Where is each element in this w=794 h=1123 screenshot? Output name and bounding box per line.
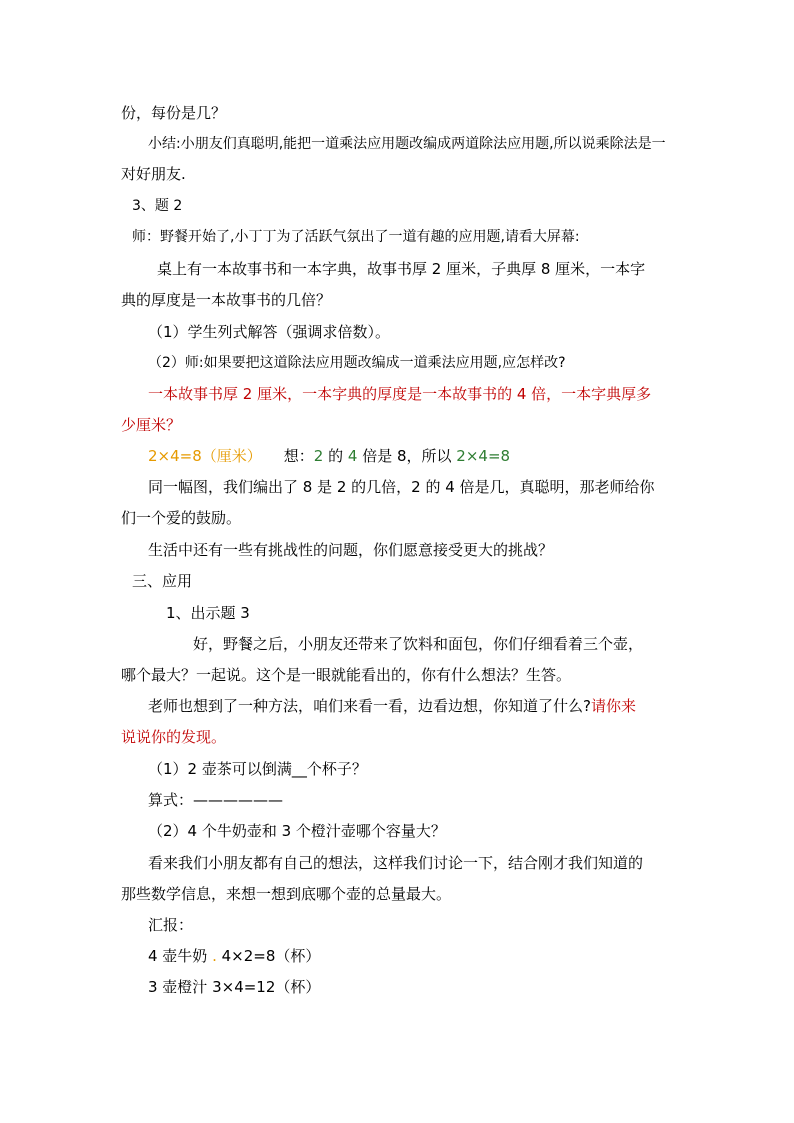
equation-line xyxy=(148,446,510,466)
equation-text: 倍是 8，所以 xyxy=(357,447,457,465)
equation-answer: 2×4=8（厘米） xyxy=(148,447,262,465)
text-line: 哪个最大？一起说。这个是一眼就能看出的，你有什么想法？生答。 xyxy=(121,666,572,684)
report-dot: . xyxy=(212,947,217,965)
text-line: 看来我们小朋友都有自己的想法，这样我们讨论一下，结合刚才我们知道的 xyxy=(148,854,644,872)
section-heading: 三、应用 xyxy=(132,572,193,590)
subsection-heading: 1、出示题 3 xyxy=(166,604,250,622)
report-line: 3 壶橙汁 3×4=12（杯） xyxy=(148,978,321,996)
text-line: 师：野餐开始了,小丁丁为了活跃气氛出了一道有趣的应用题,请看大屏幕: xyxy=(132,229,580,245)
text-line: 们一个爱的鼓励。 xyxy=(121,509,242,527)
rewritten-problem-line: 少厘米？ xyxy=(121,416,182,434)
text-line: 生活中还有一些有挑战性的问题，你们愿意接受更大的挑战？ xyxy=(148,541,554,559)
text-line: （1）学生列式解答（强调求倍数）。 xyxy=(148,323,391,341)
equation-think: 想： xyxy=(283,447,314,465)
text-line: 好，野餐之后，小朋友还带来了饮料和面包，你们仔细看着三个壶， xyxy=(193,635,644,653)
text-line-highlight: 说说你的发现。 xyxy=(121,728,227,746)
report-equation: 4×2=8（杯） xyxy=(216,947,321,965)
text-line: 份，每份是几？ xyxy=(121,104,227,122)
rewritten-problem-line: 一本故事书厚 2 厘米，一本字典的厚度是一本故事书的 4 倍，一本字典厚多 xyxy=(148,385,652,403)
summary-line: 小结:小朋友们真聪明,能把一道乘法应用题改编成两道除法应用题,所以说乘除法是一 xyxy=(148,136,666,152)
text-line: （2）师:如果要把这道除法应用题改编成一道乘法应用题,应怎样改? xyxy=(148,355,566,371)
question-line: （1）2 壶茶可以倒满__个杯子？ xyxy=(148,760,367,778)
text-segment: 老师也想到了一种方法，咱们来看一看，边看边想，你知道了什么? xyxy=(148,697,591,715)
problem-line: 典的厚度是一本故事书的几倍？ xyxy=(121,291,332,309)
text-segment-highlight: 请你来 xyxy=(590,697,636,715)
equation-number: 4 xyxy=(347,447,358,465)
problem-line: 桌上有一本故事书和一本字典，故事书厚 2 厘米，子典厚 8 厘米，一本字 xyxy=(157,260,646,278)
equation-text: 的 xyxy=(323,447,348,465)
report-line xyxy=(148,946,320,966)
text-line: 那些数学信息，来想一想到底哪个壶的总量最大。 xyxy=(121,885,452,903)
equation-expression: 2×4=8 xyxy=(456,447,511,465)
equation-number: 2 xyxy=(313,447,324,465)
text-line: 同一幅图，我们编出了 8 是 2 的几倍，2 的 4 倍是几，真聪明，那老师给你 xyxy=(148,478,655,496)
question-line: （2）4 个牛奶壶和 3 个橙汁壶哪个容量大？ xyxy=(148,822,446,840)
text-line: 对好朋友. xyxy=(121,165,186,183)
report-label: 4 壶牛奶 xyxy=(148,947,213,965)
formula-line: 算式：—————— xyxy=(148,791,284,809)
text-line: 汇报： xyxy=(148,916,194,934)
section-heading: 3、题 2 xyxy=(132,198,183,214)
text-line xyxy=(148,696,636,716)
